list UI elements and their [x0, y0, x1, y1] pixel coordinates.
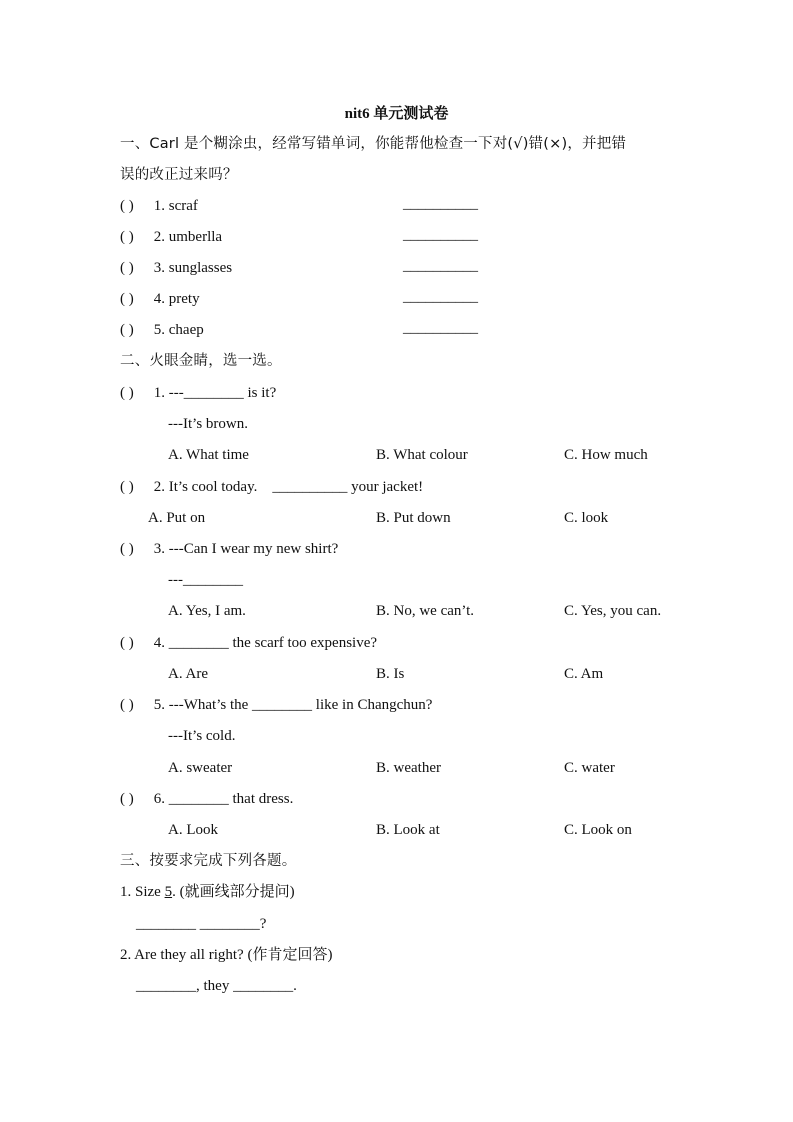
s2-q2-option-b[interactable]: B. Put down [376, 510, 451, 526]
s2-q2-option-a[interactable]: A. Put on [148, 510, 206, 526]
s1-item-1-blank[interactable]: __________ [403, 196, 478, 212]
s3-q1 [120, 882, 295, 902]
s2-q5-option-b[interactable]: B. weather [376, 760, 441, 776]
s1-item-5 [120, 320, 204, 340]
answer-paren[interactable]: ( ) [120, 291, 134, 307]
s1-item-2 [120, 227, 222, 247]
s2-q6-stem [120, 789, 293, 809]
s1-item-text: 4. prety [153, 291, 200, 307]
s1-item-1 [120, 196, 198, 216]
section3-heading: 三、按要求完成下列各题。 [120, 853, 297, 869]
answer-paren[interactable]: ( ) [120, 697, 134, 713]
s2-q4-option-b[interactable]: B. Is [376, 666, 405, 682]
s1-item-text: 2. umberlla [153, 229, 223, 245]
question-text: 1. ---________ is it? [153, 385, 277, 401]
s1-item-4 [120, 289, 200, 309]
s3-q2: 2. Are they all right? (作肯定回答) [120, 947, 333, 963]
question-text: 2. It’s cool today. __________ your jacket! [153, 479, 424, 495]
s1-item-text: 1. scraf [153, 198, 198, 214]
s3-q1-prefix: 1. Size [120, 884, 165, 900]
s2-q2-stem [120, 477, 423, 497]
answer-paren[interactable]: ( ) [120, 229, 134, 245]
s2-q1-stem [120, 383, 276, 403]
s2-q3-stem [120, 539, 338, 559]
answer-paren[interactable]: ( ) [120, 791, 134, 807]
s1-item-2-blank[interactable]: __________ [403, 227, 478, 243]
s1-item-4-blank[interactable]: __________ [403, 289, 478, 305]
answer-paren[interactable]: ( ) [120, 541, 134, 557]
s1-item-3 [120, 258, 232, 278]
section1-heading-line2: 误的改正过来吗？ [120, 167, 238, 183]
answer-paren[interactable]: ( ) [120, 260, 134, 276]
s2-q5-option-a[interactable]: A. sweater [168, 760, 233, 776]
s2-q4-option-c[interactable]: C. Am [564, 666, 604, 682]
section1-heading-line1: 一、Carl 是个糊涂虫，经常写错单词，你能帮他检查一下对(√)错(×)，并把错 [120, 136, 627, 152]
answer-paren[interactable]: ( ) [120, 385, 134, 401]
s2-q5-stem [120, 695, 432, 715]
s2-q3-option-b[interactable]: B. No, we can’t. [376, 603, 475, 619]
s1-item-5-blank[interactable]: __________ [403, 320, 478, 336]
s2-q6-option-b[interactable]: B. Look at [376, 822, 440, 838]
answer-paren[interactable]: ( ) [120, 198, 134, 214]
s1-item-3-blank[interactable]: __________ [403, 258, 478, 274]
s1-item-text: 5. chaep [153, 322, 204, 338]
s2-q4-stem [120, 633, 377, 653]
section2-heading: 二、火眼金睛，选一选。 [120, 353, 282, 369]
s2-q2-option-c[interactable]: C. look [564, 510, 609, 526]
s2-q6-option-c[interactable]: C. Look on [564, 822, 632, 838]
question-text: 4. ________ the scarf too expensive? [153, 635, 378, 651]
s2-q1-sub: ---It’s brown. [168, 416, 248, 432]
s3-q1-suffix: . (就画线部分提问) [172, 884, 295, 900]
s3-q1-underlined: 5 [164, 884, 173, 900]
s3-q2-answer[interactable]: ________, they ________. [136, 978, 297, 994]
question-text: 5. ---What’s the ________ like in Changchun? [153, 697, 433, 713]
s2-q5-option-c[interactable]: C. water [564, 760, 615, 776]
s2-q4-option-a[interactable]: A. Are [168, 666, 208, 682]
answer-paren[interactable]: ( ) [120, 322, 134, 338]
question-text: 6. ________ that dress. [153, 791, 294, 807]
page-title: nit6 单元测试卷 [344, 106, 449, 122]
s2-q1-option-c[interactable]: C. How much [564, 447, 648, 463]
s2-q1-option-b[interactable]: B. What colour [376, 447, 468, 463]
s1-item-text: 3. sunglasses [153, 260, 233, 276]
s2-q1-option-a[interactable]: A. What time [168, 447, 249, 463]
answer-paren[interactable]: ( ) [120, 479, 134, 495]
answer-paren[interactable]: ( ) [120, 635, 134, 651]
s2-q6-option-a[interactable]: A. Look [168, 822, 218, 838]
s2-q3-sub: ---________ [168, 572, 243, 588]
s2-q3-option-c[interactable]: C. Yes, you can. [564, 603, 662, 619]
s2-q3-option-a[interactable]: A. Yes, I am. [168, 603, 246, 619]
question-text: 3. ---Can I wear my new shirt? [153, 541, 339, 557]
s2-q5-sub: ---It’s cold. [168, 728, 236, 744]
s3-q1-answer[interactable]: ________ ________? [136, 916, 267, 932]
